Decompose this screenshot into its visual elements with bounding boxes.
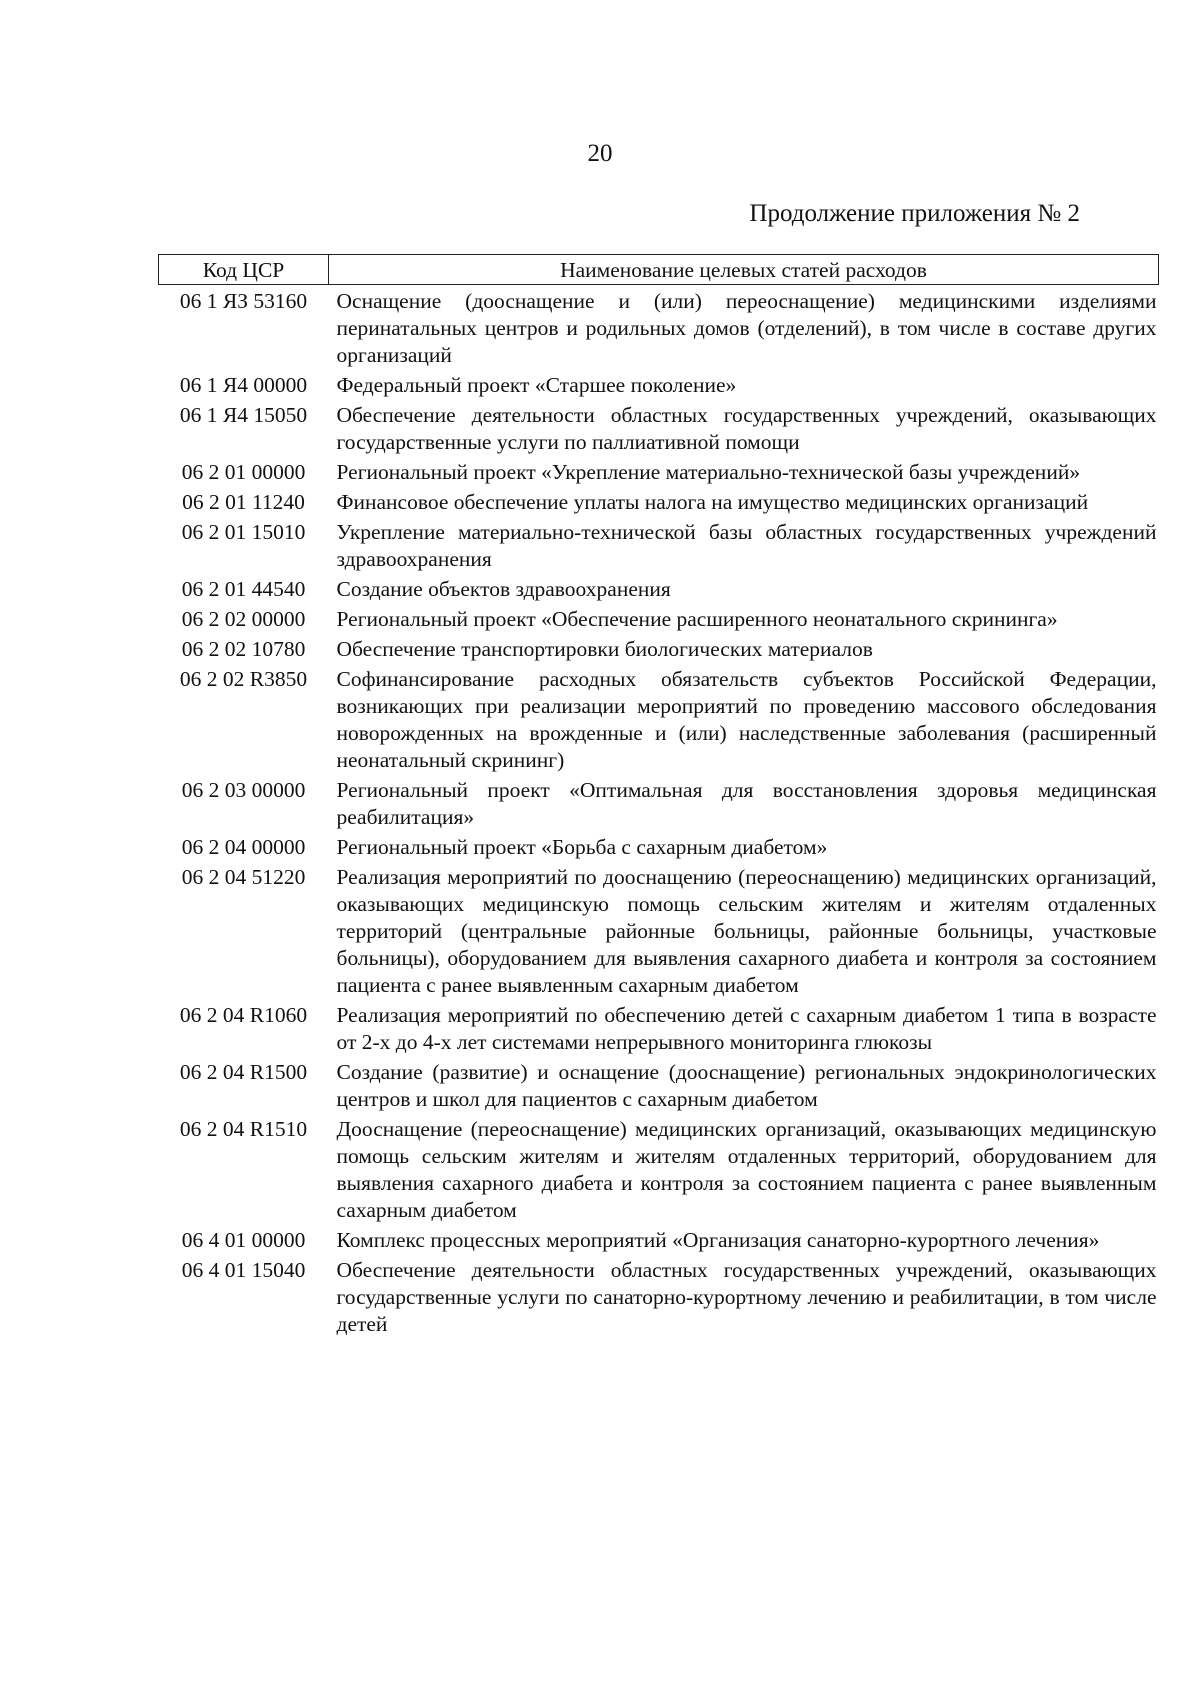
table-row bbox=[159, 633, 1159, 663]
row-code: 06 1 ЯЗ 53160 bbox=[179, 289, 308, 313]
row-name: Софинансирование расходных обязательств субъектов Российской Федерации, возникающих при реализации мероприятий по проведению массового обследования новорожденных на врожденные и (или) наследственные заболевания (расширенный неонатальный скрининг) bbox=[336, 667, 1157, 772]
row-code: 06 2 04 R1510 bbox=[179, 1117, 308, 1141]
table-row bbox=[159, 369, 1159, 399]
table-row bbox=[159, 285, 1159, 370]
table-row bbox=[159, 861, 1159, 999]
appendix-note: Продолжение приложения № 2 bbox=[749, 200, 1080, 227]
row-name: Региональный проект «Укрепление материально-технической базы учреждений» bbox=[336, 460, 1081, 484]
row-name: Обеспечение деятельности областных государственных учреждений, оказывающих государственные услуги по санаторно-курортному лечению и реабилитации, в том числе детей bbox=[336, 1258, 1157, 1336]
row-code: 06 2 01 44540 bbox=[181, 577, 306, 601]
row-code: 06 2 03 00000 bbox=[181, 778, 306, 802]
row-name: Реализация мероприятий по обеспечению детей с сахарным диабетом 1 типа в возрасте от 2-х до 4-х лет системами непрерывного мониторинга глюкозы bbox=[336, 1003, 1157, 1054]
row-name: Финансовое обеспечение уплаты налога на имущество медицинских организаций bbox=[336, 490, 1089, 514]
table-row bbox=[159, 573, 1159, 603]
expense-codes-table bbox=[158, 254, 1159, 1338]
row-name: Региональный проект «Оптимальная для восстановления здоровья медицинская реабилитация» bbox=[336, 778, 1157, 829]
row-code: 06 2 02 00000 bbox=[181, 607, 306, 631]
page-number: 20 bbox=[587, 140, 613, 167]
table-row bbox=[159, 1056, 1159, 1113]
row-code: 06 2 04 51220 bbox=[181, 865, 306, 889]
row-code: 06 2 02 10780 bbox=[181, 637, 306, 661]
row-code: 06 2 02 R3850 bbox=[179, 667, 308, 691]
table-row bbox=[159, 831, 1159, 861]
table-row bbox=[159, 999, 1159, 1056]
row-name: Реализация мероприятий по дооснащению (переоснащению) медицинских организаций, оказывающих медицинскую помощь сельским жителям и жителям отдаленных территорий (центральные районные больницы, районные больницы, участковые больницы), оборудованием для выявления сахарного диабета и контроля за состоянием пациента с ранее выявленным сахарным диабетом bbox=[336, 865, 1157, 997]
row-name: Обеспечение транспортировки биологических материалов bbox=[336, 637, 873, 661]
table-row bbox=[159, 663, 1159, 774]
table-header-row bbox=[159, 255, 1159, 285]
row-name: Укрепление материально-технической базы областных государственных учреждений здравоохранения bbox=[336, 520, 1157, 571]
row-code: 06 2 04 R1500 bbox=[179, 1060, 308, 1084]
row-name: Оснащение (дооснащение и (или) переоснащение) медицинскими изделиями перинатальных центров и родильных домов (отделений), в том числе в составе других организаций bbox=[336, 289, 1157, 367]
table-row bbox=[159, 1113, 1159, 1224]
table-row bbox=[159, 603, 1159, 633]
row-code: 06 2 01 00000 bbox=[181, 460, 306, 484]
row-name: Создание объектов здравоохранения bbox=[336, 577, 671, 601]
row-code: 06 2 04 00000 bbox=[181, 835, 306, 859]
row-code: 06 1 Я4 15050 bbox=[179, 403, 308, 427]
expense-codes-table-wrap bbox=[158, 254, 1158, 1338]
header-name: Наименование целевых статей расходов bbox=[329, 255, 1159, 285]
table-row bbox=[159, 1254, 1159, 1338]
row-code: 06 2 04 R1060 bbox=[179, 1003, 308, 1027]
row-name: Создание (развитие) и оснащение (дооснащение) региональных эндокринологических центров и школ для пациентов с сахарным диабетом bbox=[336, 1060, 1157, 1111]
header-code: Код ЦСР bbox=[159, 255, 329, 285]
row-name: Дооснащение (переоснащение) медицинских организаций, оказывающих медицинскую помощь сельским жителям и жителям отдаленных территорий, оборудованием для выявления сахарного диабета и контроля за состоянием пациента с ранее выявленным сахарным диабетом bbox=[336, 1117, 1157, 1222]
row-code: 06 2 01 11240 bbox=[182, 490, 305, 514]
row-name: Федеральный проект «Старшее поколение» bbox=[336, 373, 737, 397]
table-body bbox=[159, 285, 1159, 1339]
table-row bbox=[159, 516, 1159, 573]
row-code: 06 4 01 00000 bbox=[181, 1228, 306, 1252]
table-row bbox=[159, 1224, 1159, 1254]
row-name: Региональный проект «Обеспечение расширенного неонатального скрининга» bbox=[336, 607, 1058, 631]
table-row bbox=[159, 456, 1159, 486]
row-name: Обеспечение деятельности областных государственных учреждений, оказывающих государственные услуги по паллиативной помощи bbox=[336, 403, 1157, 454]
row-code: 06 2 01 15010 bbox=[181, 520, 306, 544]
table-row bbox=[159, 399, 1159, 456]
row-name: Региональный проект «Борьба с сахарным диабетом» bbox=[336, 835, 828, 859]
table-row bbox=[159, 486, 1159, 516]
table-row bbox=[159, 774, 1159, 831]
row-code: 06 4 01 15040 bbox=[181, 1258, 306, 1282]
row-code: 06 1 Я4 00000 bbox=[179, 373, 308, 397]
row-name: Комплекс процессных мероприятий «Организация санаторно-курортного лечения» bbox=[336, 1228, 1100, 1252]
